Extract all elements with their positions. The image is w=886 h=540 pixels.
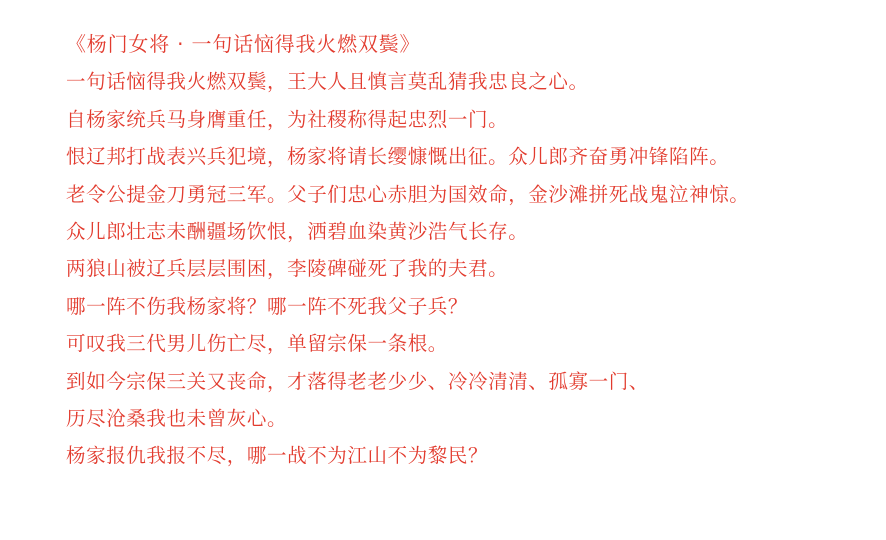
lyric-line: 到如今宗保三关又丧命，才落得老老少少、冷冷清清、孤寡一门、: [66, 369, 649, 393]
lyric-line: 恨辽邦打战表兴兵犯境，杨家将请长缨慷慨出征。众儿郎齐奋勇冲锋陷阵。: [66, 145, 730, 169]
lyric-line: 一句话恼得我火燃双鬓，王大人且慎言莫乱猜我忠良之心。: [66, 70, 589, 94]
lyric-line: 自杨家统兵马身膺重任，为社稷称得起忠烈一门。: [66, 107, 509, 131]
lyric-line: 杨家报仇我报不尽，哪一战不为江山不为黎民？: [66, 444, 489, 468]
lyric-line: 两狼山被辽兵层层围困，李陵碑碰死了我的夫君。: [66, 257, 509, 281]
lyric-line: 历尽沧桑我也未曾灰心。: [66, 407, 288, 431]
lyric-line: 老令公提金刀勇冠三军。父子们忠心赤胆为国效命，金沙滩拼死战鬼泣神惊。: [66, 182, 750, 206]
lyric-line: 众儿郎壮志未酬疆场饮恨，洒碧血染黄沙浩气长存。: [66, 220, 529, 244]
lyric-text-block: [66, 26, 846, 475]
document-title: 《杨门女将 · 一句话恼得我火燃双鬓》: [66, 32, 421, 56]
lyric-line: 可叹我三代男儿伤亡尽，单留宗保一条根。: [66, 332, 448, 356]
lyric-line: 哪一阵不伤我杨家将？哪一阵不死我父子兵？: [66, 294, 469, 318]
